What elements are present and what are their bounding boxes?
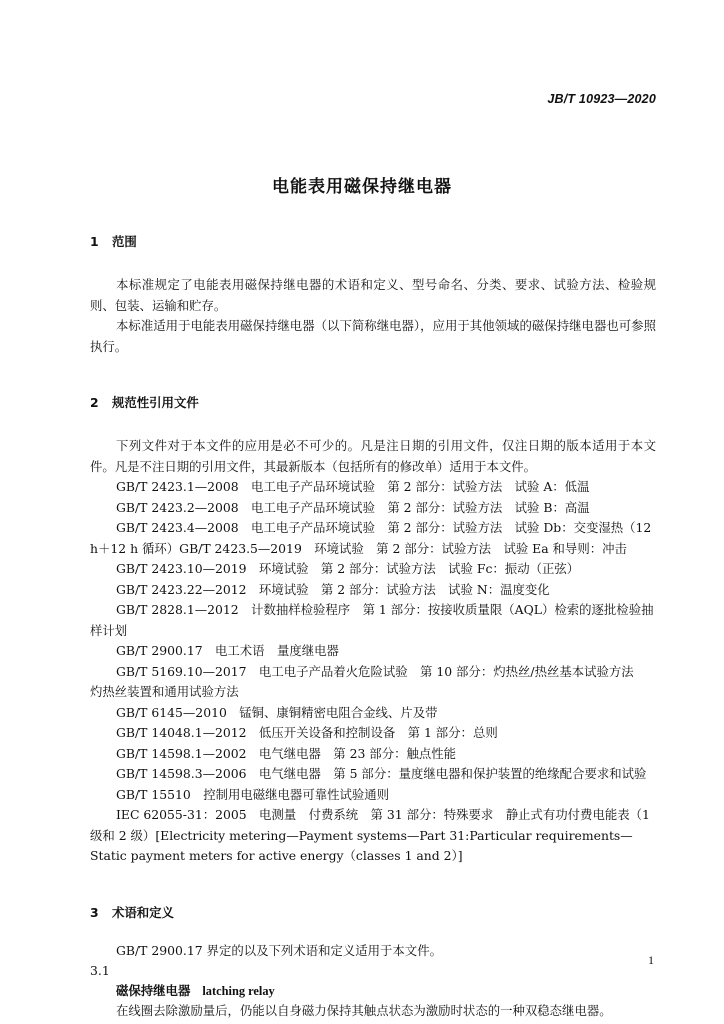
section-number: 3 bbox=[90, 904, 99, 920]
section-title: 规范性引用文件 bbox=[112, 395, 199, 410]
reference-item: GB/T 2828.1—2012 计数抽样检验程序 第 1 部分：按接收质量限（AQL）检索的逐批检验抽样计划 bbox=[90, 602, 654, 638]
reference-item: GB/T 5169.10—2017 电工电子产品着火危险试验 第 10 部分：灼热丝/热丝基本试验方法 灼热丝装置和通用试验方法 bbox=[90, 663, 647, 699]
reference-item: GB/T 2900.17 电工术语 量度继电器 bbox=[116, 643, 339, 658]
section-number: 2 bbox=[90, 395, 99, 410]
reference-item: GB/T 2423.1—2008 电工电子产品环境试验 第 2 部分：试验方法 试验 A：低温 bbox=[116, 479, 590, 494]
standard-number: JB/T 10923—2020 bbox=[547, 92, 656, 106]
section-title: 范围 bbox=[112, 234, 137, 249]
reference-item: GB/T 15510 控制用电磁继电器可靠性试验通则 bbox=[116, 786, 390, 802]
paragraph: GB/T 2900.17 界定的以及下列术语和定义适用于本文件。 bbox=[116, 942, 442, 958]
term-definition: 在线圈去除激励量后，仍能以自身磁力保持其触点状态为激励时状态的一种双稳态继电器。 bbox=[116, 1003, 612, 1018]
section-heading-scope bbox=[90, 232, 656, 252]
reference-item: GB/T 14598.1—2002 电气继电器 第 23 部分：触点性能 bbox=[116, 745, 457, 761]
reference-item: GB/T 14048.1—2012 低压开关设备和控制设备 第 1 部分：总则 bbox=[116, 725, 498, 740]
paragraph: 本标准规定了电能表用磁保持继电器的术语和定义、型号命名、分类、要求、试验方法、检验规则、包装、运输和贮存。 bbox=[90, 277, 656, 313]
page-number: 1 bbox=[648, 953, 654, 967]
document-title: 电能表用磁保持继电器 bbox=[272, 177, 452, 197]
reference-item: GB/T 14598.3—2006 电气继电器 第 5 部分：量度继电器和保护装置的绝缘配合要求和试验 bbox=[116, 766, 647, 781]
reference-item: GB/T 2423.4—2008 电工电子产品环境试验 第 2 部分：试验方法 试验 Db：交变湿热（12 h＋12 h 循环）GB/T 2423.5—2019 环境试验 第 2 部分：试验方法 试验 Ea 和导则：冲击 bbox=[90, 520, 652, 556]
reference-item: IEC 62055-31：2005 电测量 付费系统 第 31 部分：特殊要求 静止式有功付费电能表（1 级和 2 级）[Electricity metering—Payment systems—Part 31:Particular requirements—Static payment meters for active energy（classes 1 and 2）] bbox=[90, 807, 650, 863]
document-body bbox=[90, 232, 656, 1022]
term-chinese: 磁保持继电器 bbox=[116, 983, 191, 998]
section-heading-terms bbox=[90, 903, 656, 923]
reference-item: GB/T 2423.22—2012 环境试验 第 2 部分：试验方法 试验 N：温度变化 bbox=[116, 581, 550, 597]
reference-item: GB/T 2423.2—2008 电工电子产品环境试验 第 2 部分：试验方法 试验 B：高温 bbox=[116, 499, 590, 515]
paragraph: 下列文件对于本文件的应用是必不可少的。凡是注日期的引用文件，仅注日期的版本适用于本文件。凡是不注日期的引用文件，其最新版本（包括所有的修改单）适用于本文件。 bbox=[90, 438, 656, 474]
section-heading-normative-references bbox=[90, 393, 656, 413]
paragraph: 本标准适用于电能表用磁保持继电器（以下简称继电器），应用于其他领域的磁保持继电器也可参照执行。 bbox=[90, 318, 656, 354]
section-number: 1 bbox=[90, 234, 99, 249]
reference-item: GB/T 2423.10—2019 环境试验 第 2 部分：试验方法 试验 Fc：振动（正弦） bbox=[116, 561, 580, 576]
section-title: 术语和定义 bbox=[112, 904, 174, 920]
reference-item: GB/T 6145—2010 锰铜、康铜精密电阻合金线、片及带 bbox=[116, 704, 438, 720]
term-heading bbox=[90, 981, 656, 1001]
term-english: latching relay bbox=[202, 984, 275, 998]
term-number: 3.1 bbox=[90, 963, 110, 978]
